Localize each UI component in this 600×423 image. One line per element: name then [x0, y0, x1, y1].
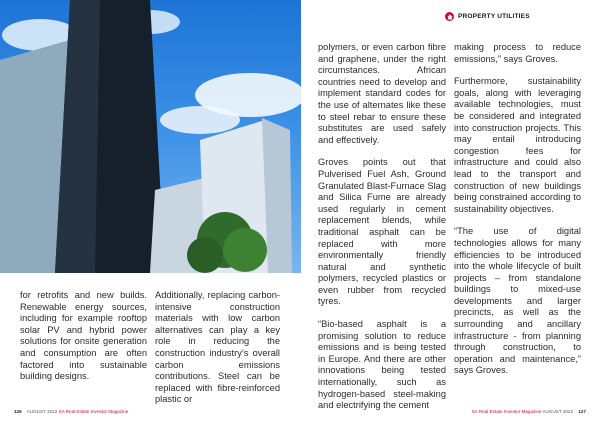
- article-column-2: [155, 290, 280, 417]
- paragraph: Furthermore, sustainability goals, along with leveraging available technologies, must be considered and integrated into construction projects. This may entail introducing congestion fees for infrastructure and could also lead to the transport and construction of new buildings being constrained according to sustainability objectives.: [454, 76, 581, 214]
- article-column-1: [20, 290, 147, 394]
- article-column-4: [454, 42, 581, 388]
- paragraph: Groves points out that Pulverised Fuel Ash, Ground Granulated Blast-Furnace Slag and Silica Fume are already used regularly in cement replacement blends, while traditional asphalt can be replaced with more environmentally friendly natural and synthetic polymers, recycled plastics or even rubber from recycled tyres.: [318, 157, 446, 307]
- issue-date: AUGUST 2022: [26, 409, 58, 414]
- page-number: 127: [578, 409, 586, 414]
- city-towers-photo: [0, 0, 301, 273]
- magazine-name: SA Real Estate Investor Magazine: [58, 409, 129, 414]
- paragraph: “The use of digital technologies allows for many efficiencies to be introduced into the whole lifecycle of built projects – from standalone buildings to mixed-use developments and larger precincts, as well as the surrounding and ancillary infrastructure - from planning through construction, to operation and maintenance,” says Groves.: [454, 226, 581, 376]
- magazine-name: SA Real Estate Investor Magazine: [471, 409, 542, 414]
- paragraph: for retrofits and new builds. Renewable energy sources, including for example rooftop solar PV and hybrid power solutions for onsite generation and consumption are often factored into sustainable building designs.: [20, 290, 147, 382]
- page-number: 126: [14, 409, 22, 414]
- paragraph: making process to reduce emissions,” says Groves.: [454, 42, 581, 64]
- paragraph: Additionally, replacing carbon-intensive construction materials with low carbon alternatives can play a key role in reducing the construction industry’s overall carbon emissions contributions. Steel can be replaced with fibre-reinforced plastic or: [155, 290, 280, 405]
- issue-date: AUGUST 2022: [542, 409, 574, 414]
- section-header: [445, 12, 530, 21]
- footer-right: [472, 409, 590, 414]
- house-icon: [445, 12, 454, 21]
- section-label: PROPERTY UTILITIES: [458, 13, 530, 20]
- paragraph: polymers, or even carbon fibre and graphene, under the right circumstances. African countries need to develop and implement standard codes for the use of alternates like these to steel rebar to ensure these substitutes are used safely and effectively.: [318, 42, 446, 145]
- footer-left: [10, 409, 128, 414]
- article-column-3: [318, 42, 446, 423]
- office-towers-icon: [0, 0, 301, 273]
- paragraph: “Bio-based asphalt is a promising solution to reduce emissions and is being tested in Europe. And there are other innovations being tested internationally, such as hydrogen-based steel-making and electrifying the cement: [318, 319, 446, 411]
